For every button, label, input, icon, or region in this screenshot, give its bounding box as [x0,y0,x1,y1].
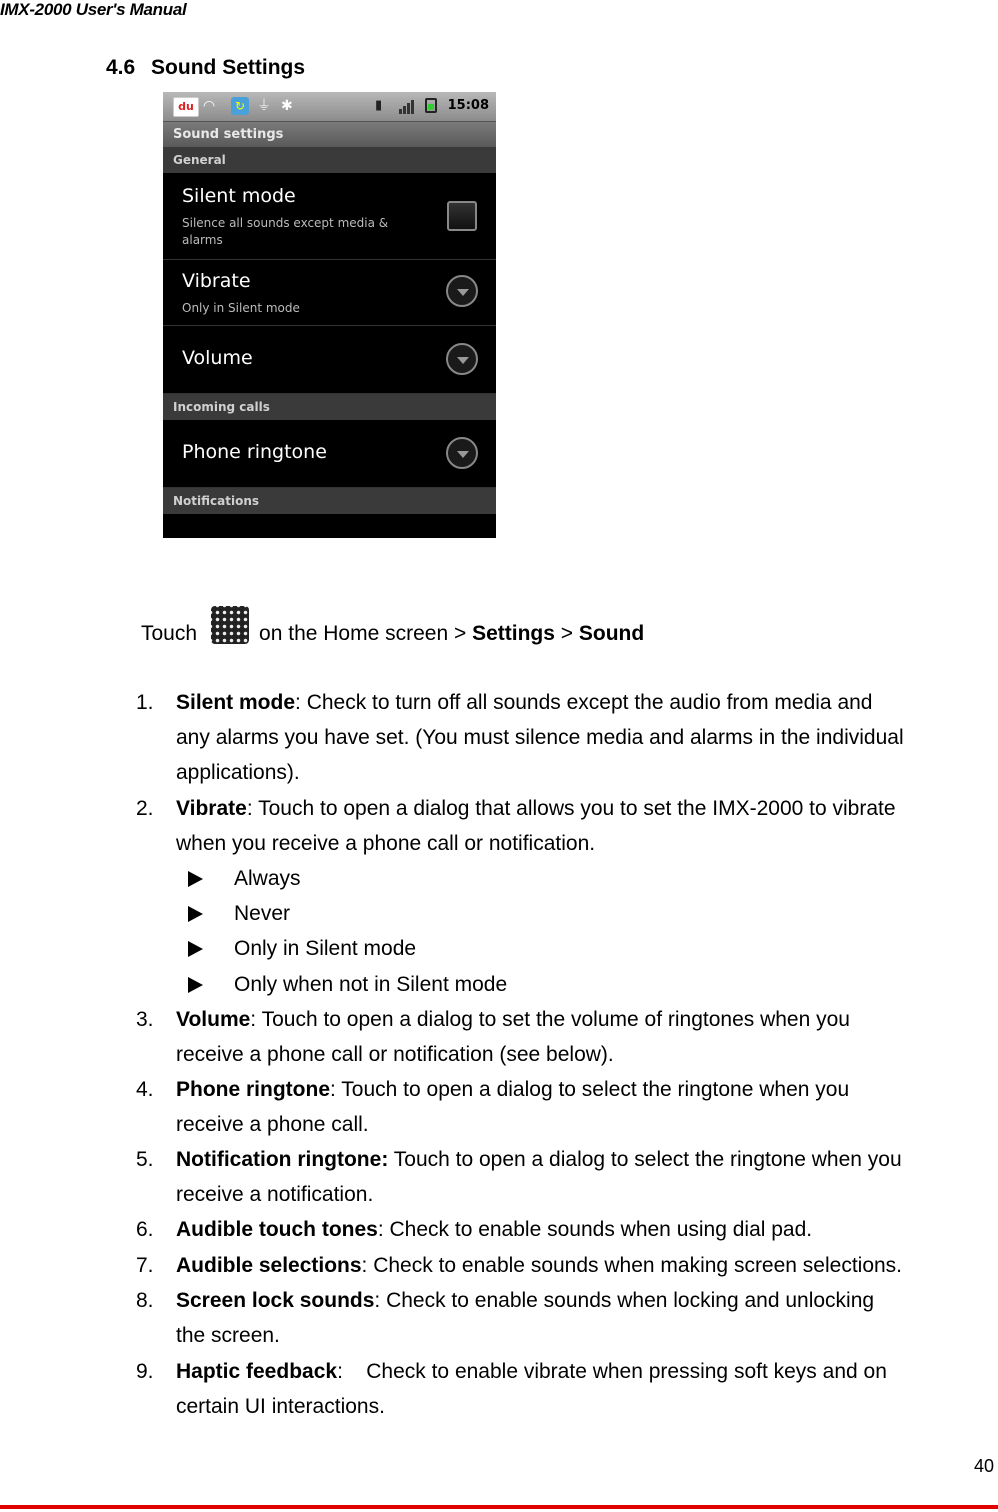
item-term: Audible selections [176,1254,362,1277]
manual-header: IMX-2000 User's Manual [0,0,187,19]
item-text: the screen. [176,1324,280,1347]
item-number: 9. [136,1360,154,1383]
separator-text: > [560,622,574,645]
item-number: 1. [136,691,154,714]
item-number: 3. [136,1008,154,1031]
sound-text: Sound [578,622,645,645]
usb-icon: ⏚ [257,98,271,114]
item-term: Notification ringtone: [176,1148,389,1171]
page-number: 40 [973,1456,994,1476]
touch-text: Touch [141,622,198,645]
item-term: Volume [176,1008,251,1031]
option-text: Only when not in Silent mode [234,973,508,996]
item-term: Screen lock sounds [176,1289,375,1312]
pref-volume[interactable] [163,326,496,394]
pref-vibrate[interactable] [163,260,496,326]
section-heading [106,56,305,80]
triangle-bullet-icon [188,977,203,993]
item-text: : Check to enable vibrate when pressing soft keys and on [337,1360,887,1383]
item-number: 2. [136,797,154,820]
silent-mode-checkbox[interactable] [447,201,477,231]
item-text: : Touch to open a dialog to set the volume of ringtones when you [250,1008,850,1031]
item-number: 8. [136,1289,154,1312]
category-general: General [163,147,496,173]
item-text: receive a phone call or notification (see below). [176,1043,614,1066]
item-term: Phone ringtone [176,1078,330,1101]
pref-summary: Silence all sounds except media & alarms [182,216,389,247]
section-number: 4.6 [106,56,136,79]
item-number: 5. [136,1148,154,1171]
chevron-down-icon [446,343,478,375]
option-text: Never [234,902,291,925]
item-term: Vibrate [176,797,247,820]
footer-rule [0,1505,998,1509]
option-text: Always [234,867,301,890]
pref-phone-ringtone[interactable] [163,420,496,488]
option-text: Only in Silent mode [234,937,417,960]
item-text: receive a phone call. [176,1113,369,1136]
item-number: 6. [136,1218,154,1241]
item-text: : Check to enable sounds when locking and unlocking [374,1289,875,1312]
settings-text: Settings [472,622,555,645]
app-drawer-icon [211,606,249,644]
screen-title: Sound settings [163,122,496,147]
sync-icon: ↻ [231,97,249,115]
android-debug-icon: ✱ [281,98,293,114]
item-text: : Check to enable sounds when using dial pad. [377,1218,813,1241]
chevron-down-icon [446,275,478,307]
navigation-instruction [141,606,644,650]
item-number: 7. [136,1254,154,1277]
pref-title: Vibrate [182,270,251,292]
status-time: 15:08 [447,98,489,113]
du-app-icon: du [173,97,199,117]
item-term: Silent mode [176,691,296,714]
item-text: : Check to turn off all sounds except the audio from media and [295,691,873,714]
pref-title: Silent mode [182,185,296,207]
item-text: Touch to open a dialog to select the ringtone when you [388,1148,902,1171]
triangle-bullet-icon [188,941,203,957]
phone-screenshot [163,92,496,538]
triangle-bullet-icon [188,906,203,922]
item-text: : Check to enable sounds when making screen selections. [361,1254,903,1277]
triangle-bullet-icon [188,871,203,887]
pref-title: Phone ringtone [182,441,327,463]
item-text: : Touch to open a dialog to select the ringtone when you [330,1078,850,1101]
item-text: applications). [176,761,300,784]
item-text: : Touch to open a dialog that allows you to set the IMX-2000 to vibrate [246,797,896,820]
item-number: 4. [136,1078,154,1101]
category-incoming-calls: Incoming calls [163,394,496,420]
section-title: Sound Settings [151,56,306,79]
item-text: when you receive a phone call or notification. [176,832,596,855]
home-text: on the Home screen > [259,622,467,645]
item-text: receive a notification. [176,1183,374,1206]
signal-icon [399,97,417,115]
pref-silent-mode[interactable] [163,173,496,260]
wifi-icon: ◠ [203,98,216,114]
category-notifications: Notifications [163,488,496,514]
battery-icon [425,98,437,113]
item-text: certain UI interactions. [176,1395,385,1418]
item-term: Haptic feedback [176,1360,338,1383]
pref-title: Volume [182,347,253,369]
pref-summary: Only in Silent mode [182,301,300,315]
status-bar [163,92,496,122]
item-term: Audible touch tones [176,1218,378,1241]
chevron-down-icon [446,437,478,469]
item-text: any alarms you have set. (You must silence media and alarms in the individual [176,726,904,749]
sim-icon: ▮ [375,98,383,113]
